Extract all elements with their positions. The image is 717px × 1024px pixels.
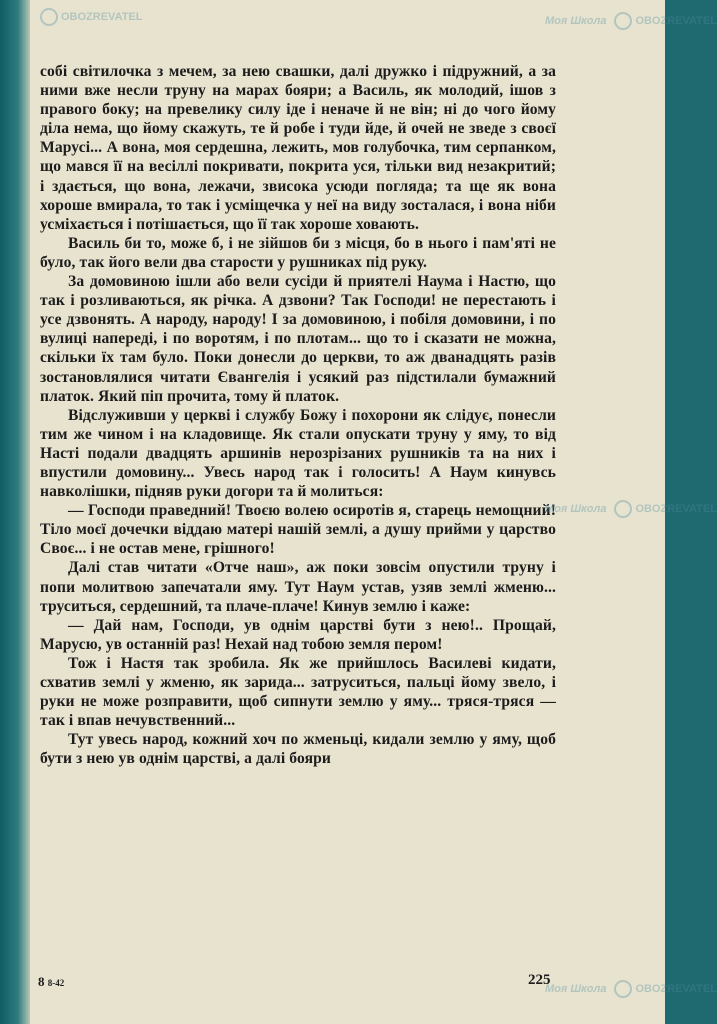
page-text: [40, 62, 556, 768]
watermark: Моя Школа OBOZREVATEL: [545, 12, 717, 30]
page-number: 225: [528, 972, 551, 988]
signature-number: 8: [38, 974, 45, 989]
paragraph: собі світилочка з мечем, за нею свашки, далі дружко і підружний, а за ними вже несли труну на марах бояри; а Василь, як молодий, ішов з правого боку; на превелику силу іде і неначе й не він; ні до чого йому діла нема, що йому скажуть, те й робе і туди йде, й очей не зведе з своєї Марусі... А вона, моя сердешна, лежить, мов голубочка, тим серпанком, що мався її на весіллі покривати, покрита уся, тільки вид незакритий; і здається, що вона, лежачи, звисока усюди погляда; та ще як вона хороше вмирала, то так і усміщечка у неї на виду зосталася, і вона ніби усміхається і потішається, що її так хороше ховають.: [40, 63, 556, 233]
watermark: Моя Школа OBOZREVATEL: [545, 980, 717, 998]
watermark-logo-icon: [614, 12, 632, 30]
paragraph: Відслуживши у церкві і службу Божу і похорони як слідує, понесли тим же чином і на кладовище. Як стали опускати труну у яму, то від Насті подали двадцять аршинів нерозрізаних рушників та на них і впустили домовину... Увесь народ так і голосить! А Наум кинувсь навколішки, підняв руки догори та й молиться:: [40, 406, 556, 501]
watermark: Моя Школа OBOZREVATEL: [545, 500, 717, 518]
paragraph: Василь би то, може б, і не зійшов би з місця, бо в нього і пам'яті не було, так його вели два старости у рушниках під руку.: [40, 234, 556, 271]
paragraph: Тут увесь народ, кожний хоч по жменьці, кидали землю у яму, щоб бути з нею ув однім царстві, а далі бояри: [40, 731, 556, 768]
signature-code: 8-42: [47, 978, 65, 988]
paragraph: — Господи праведний! Твоєю волею осиротів я, старець немощний! Тіло моєї дочечки віддаю матері нашій землі, а душу прийми у царство Своє... і не остав мене, грішного!: [40, 502, 556, 558]
paragraph: За домовиною ішли або вели сусіди й приятелі Наума і Настю, що так і розливаються, як річка. А дзвони? Так Господи! не перестають і усе дзвонять. А народу, народу! І за домовиною, і побіля домовини, і по вулиці напереді, і по воротям, і по плотам... що то і сказати не можна, скільки їх там було. Поки донесли до церкви, то аж дванадцять разів зостановлялися читати Євангелія і усякий раз підстилали бумажний платок. Який піп прочита, тому й платок.: [40, 273, 556, 405]
watermark-logo-icon: [40, 8, 58, 26]
watermark: OBOZREVATEL: [40, 8, 142, 26]
book-spine: [0, 0, 30, 1024]
signature-mark: [38, 974, 64, 990]
paragraph: Тож і Настя так зробила. Як же прийшлось Василеві кидати, схватив землі у жменю, як зарида... затруситься, пальці йому звело, і руки не може розправити, щоб сипнути землю у яму... тряся-тряся — так і впав нечувственний...: [40, 654, 556, 730]
paragraph: — Дай нам, Господи, ув однім царстві бути з нею!.. Прощай, Марусю, ув останній раз! Нехай над тобою земля пером!: [40, 616, 556, 653]
watermark-logo-icon: [614, 500, 632, 518]
watermark-logo-icon: [614, 980, 632, 998]
paragraph: Далі став читати «Отче наш», аж поки зовсім опустили труну і попи молитвою запечатали яму. Тут Наум устав, узяв землі жменю... труситься, сердешний, та плаче-плаче! Кинув землю і каже:: [40, 559, 556, 615]
